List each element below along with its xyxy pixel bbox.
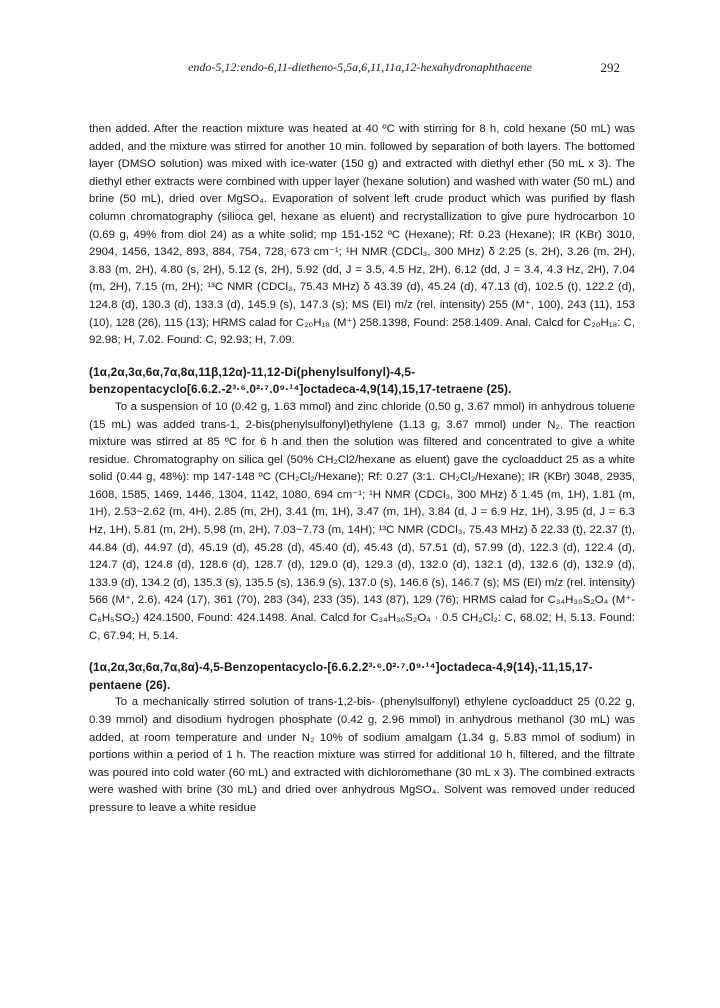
paragraph-compound-25: To a suspension of 10 (0.42 g, 1.63 mmol) and zinc chloride (0.50 g, 3.67 mmol) in anhydrous toluene (15 mL) was added trans-1, 2-bis(phenylsulfonyl)ethylene (1.13 g, 3.67 mmol) under N₂. The reaction mixture was stirred at 85 ºC for 6 h and then the solution was filtered and concentrated to give a white residue. Chromatography on silica gel (50% CH₂Cl2/hexane as eluent) gave the cycloadduct 25 as a white solid (0.44 g, 48%): mp 147-148 ºC (CH₂Cl₂/Hexane); Rf: 0.27 (3:1. CH₂Cl₂/Hexane); IR (KBr) 3048, 2935, 1608, 1585, 1469, 1446, 1304, 1142, 1080, 694 cm⁻¹; ¹H NMR (CDCl₃, 300 MHz) δ 1.45 (m, 1H), 1.81 (m, 1H), 2.53~2.62 (m, 4H), 2.85 (m, 2H), 3.41 (m, 1H), 3.47 (m, 1H), 3.84 (d, J = 6.9 Hz, 1H), 3.95 (d, J = 6.3 Hz, 1H), 5.81 (m, 2H), 5.98 (m, 2H), 7.03~7.73 (m, 14H); ¹³C NMR (CDCl₃, 75.43 MHz) δ 22.33 (t), 22.37 (t), 44.84 (d), 44.97 (d), 45.19 (d), 45.28 (d), 45.40 (d), 45.43 (d), 57.51 (d), 57.99 (d), 122.3 (d), 122.4 (d), 124.7 (d), 124.8 (d), 128.6 (d), 128.7 (d), 129.0 (d), 129.3 (d), 132.0 (d), 132.1 (d), 132.6 (d), 132.9 (d), 133.9 (d), 134.2 (d), 135.3 (s), 135.5 (s), 136.9 (s), 137.0 (s), 146.6 (s), 146.7 (s); MS (EI) m/z (rel. intensity) 566 (M⁺, 2.6), 424 (17), 361 (70), 283 (34), 233 (35), 143 (87), 129 (76); HRMS calad for C₃₄H₃₀S₂O₄ (M⁺-C₆H₅SO₂) 424.1500, Found: 424.1498. Anal. Calcd for C₃₄H₃₀S₂O₄ · 0.5 CH₂Cl₂: C, 68.02; H, 5.13. Found: C, 67.94; H, 5.14.: [89, 400, 635, 642]
running-header: [90, 60, 630, 80]
paragraph-compound-26: To a mechanically stirred solution of trans-1,2-bis- (phenylsulfonyl) ethylene cycloadduct 25 (0.22 g, 0.39 mmol) and disodium hydrogen phosphate (0.42 g, 2.96 mmol) in anhydrous methanol (30 mL) was added, at room temperature and under N₂ 10% of sodium amalgam (1.34 g, 5.83 mmol of sodium) in portions within a period of 1 h. The reaction mixture was stirred for additional 10 h, filtered, and the filtrate was poured into cold water (60 mL) and extracted with dichloromethane (30 mL x 3). The combined extracts were washed with brine (30 mL) and dried over anhydrous MgSO₄. Solvent was removed under reduced pressure to leave a white residue: [89, 696, 635, 814]
page-number: 292: [600, 60, 620, 75]
body-text: [89, 121, 635, 818]
compound-heading-25: (1α,2α,3α,6α,7α,8α,11β,12α)-11,12-Di(phenylsulfonyl)-4,5-benzopentacyclo[6.6.2.-2³·⁶.0²·⁷.0⁹·¹⁴]octadeca-4,9(14),15,17-tetraene (25).: [89, 364, 512, 397]
paragraph-continuation: then added. After the reaction mixture was heated at 40 ºC with stirring for 8 h, cold hexane (50 mL) was added, and the mixture was stirred for another 10 min. followed by separation of both layers. The bottomed layer (DMSO solution) was mixed with ice-water (150 g) and extracted with diethyl ether (50 mL x 3). The diethyl ether extracts were combined with upper layer (hexane solution) and washed with water (50 mL) and brine (50 mL), dried over MgSO₄. Evaporation of solvent left crude product which was purified by flash column chromatography (silioca gel, hexane as eluent) and recrystallization to give pure hydrocarbon 10 (0.69 g, 49% from diol 24) as a white solid; mp 151-152 ºC (Hexane); Rf: 0.23 (Hexane); IR (KBr) 3010, 2904, 1456, 1342, 893, 884, 754, 728, 673 cm⁻¹; ¹H NMR (CDCl₃, 300 MHz) δ 2.25 (s, 2H), 3.26 (m, 2H), 3.83 (m, 2H), 4.80 (s, 2H), 5.12 (s, 2H), 5.92 (dd, J = 3.5, 4.5 Hz, 2H), 6.12 (dd, J = 3.4, 4.3 Hz, 2H), 7.04 (m, 2H), 7.15 (m, 2H); ¹³C NMR (CDCl₃, 75.43 MHz) δ 43.39 (d), 45.24 (d), 47.13 (d), 102.5 (t), 122.2 (d), 124.8 (d), 130.3 (d), 133.3 (d), 145.9 (s), 147.3 (s); MS (EI) m/z (rel. intensity) 255 (M⁺, 100), 243 (11), 153 (10), 128 (26), 115 (13); HRMS calad for C₂₀H₁₈ (M⁺) 258.1398, Found: 258.1409. Anal. Calcd for C₂₀H₁₈: C, 92.98; H, 7.02. Found: C, 92.93; H, 7.09.: [89, 123, 635, 347]
compound-heading-26: (1α,2α,3α,6α,7α,8α)-4,5-Benzopentacyclo-[6.6.2.2³·⁶.0²·⁷.0⁹·¹⁴]octadeca-4,9(14),-11,15,17-pentaene (26).: [89, 660, 593, 692]
running-title: endo-5,12:endo-6,11-dietheno-5,5a,6,11,11a,12-hexahydronaphthacene: [188, 60, 532, 74]
